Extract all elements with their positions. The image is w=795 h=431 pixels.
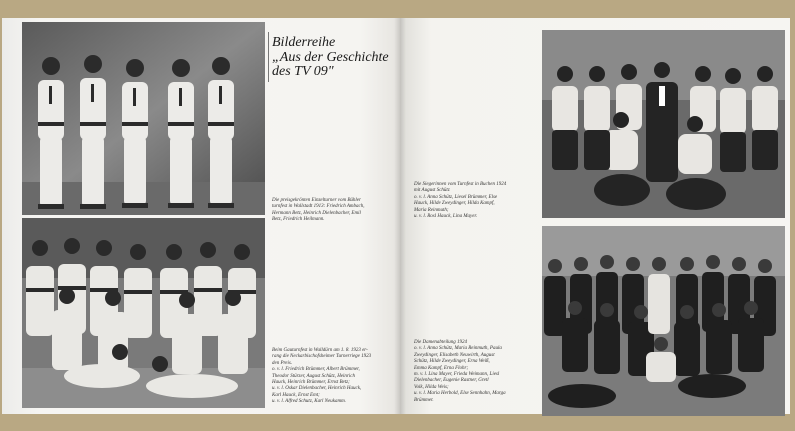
- caption-line: Die Siegerinnen vom Turnfest in Buchen 1924: [414, 182, 507, 187]
- caption-line: turnfest in Wallstadt 1913: Friedrich Ambach,: [272, 204, 365, 210]
- photo-turnerriege-group: [22, 218, 265, 408]
- caption-line: Zweydinger, Elisabeth Neuwirth, August: [414, 352, 495, 358]
- caption-line: Schütz, Hilde Zweydinger, Erna Weiß,: [414, 359, 490, 365]
- caption-line: Emma Kampf, Erna Flohr;: [414, 365, 469, 371]
- caption-line: Maria Reinmuth;: [414, 207, 449, 213]
- caption-line: Betz, Friedrich Heilmann.: [272, 217, 325, 223]
- caption-line: Beim Gauturnfest in Walldürn am 1. 8. 1923 er-: [272, 348, 368, 353]
- caption-line: Dielenbacher, Eugenie Rastner, Gretl: [414, 378, 489, 384]
- caption-line: o. v. l. Anna Schütz, Liesel Brümmer, Else: [414, 194, 498, 200]
- title-rule: [268, 32, 269, 82]
- caption-line: rang die Neckarbischofsheimer Turnerriege 1923: [272, 354, 372, 360]
- caption-line: Hermann Betz, Heinrich Dielenbacher, Emil: [272, 210, 361, 216]
- photo-damenabteilung: [542, 226, 785, 416]
- caption-turnfest-1924: [414, 182, 506, 220]
- caption-gaufest-1923: [272, 348, 371, 406]
- page-title: [272, 36, 389, 80]
- caption-line: m. v. l. Lina Mayer, Frieda Weimann, Liesl: [414, 372, 500, 378]
- caption-line: den Preis.: [272, 360, 293, 366]
- book-gutter: [394, 18, 406, 414]
- caption-line: Hauck, Hilde Zweydinger, Hilda Kampf,: [414, 201, 495, 207]
- photo-siegerinnen-1924: [542, 30, 785, 218]
- caption-line: u. v. l. Maria Herbold, Else Sennhahn, Marga: [414, 391, 506, 397]
- caption-line: Brümmer.: [414, 397, 434, 403]
- caption-line: u. v. l. Oskar Dielenbacher, Heinrich Hauck,: [272, 386, 362, 392]
- caption-damenabteilung-1924: [414, 340, 506, 404]
- caption-line: Hauck, Heinrich Brümmer, Ernst Betz;: [272, 380, 350, 386]
- caption-turners-1913: [272, 198, 365, 224]
- caption-line: o. v. l. Friedrich Brümmer, Albert Brümmer,: [272, 367, 360, 373]
- title-line-2: „Aus der Geschichte: [272, 49, 389, 65]
- caption-line: u. v. l. Rosl Hauck, Lina Mayer.: [414, 214, 478, 220]
- title-line-1: Bilderreihe: [272, 35, 336, 50]
- caption-line: Die Damenabteilung 1924: [414, 340, 468, 345]
- caption-line: Theodor Stürzer, August Schütz, Heinrich: [272, 373, 355, 379]
- caption-line: u. v. l. Alfred Schutz, Karl Neukamm.: [272, 399, 346, 405]
- caption-line: Volk, Hilda Weis;: [414, 384, 449, 390]
- photo-five-gymnasts: [22, 22, 265, 215]
- caption-line: Karl Hauck, Ernst Emt;: [272, 392, 320, 398]
- caption-line: o. v. l. Anna Schütz, Maria Reinmuth, Paula: [414, 346, 502, 352]
- caption-line: Die preisgekrönten Einzelturner vom Bühler: [272, 198, 361, 203]
- title-line-3: des TV 09": [272, 64, 334, 79]
- caption-line: mit August Schütz: [414, 188, 450, 194]
